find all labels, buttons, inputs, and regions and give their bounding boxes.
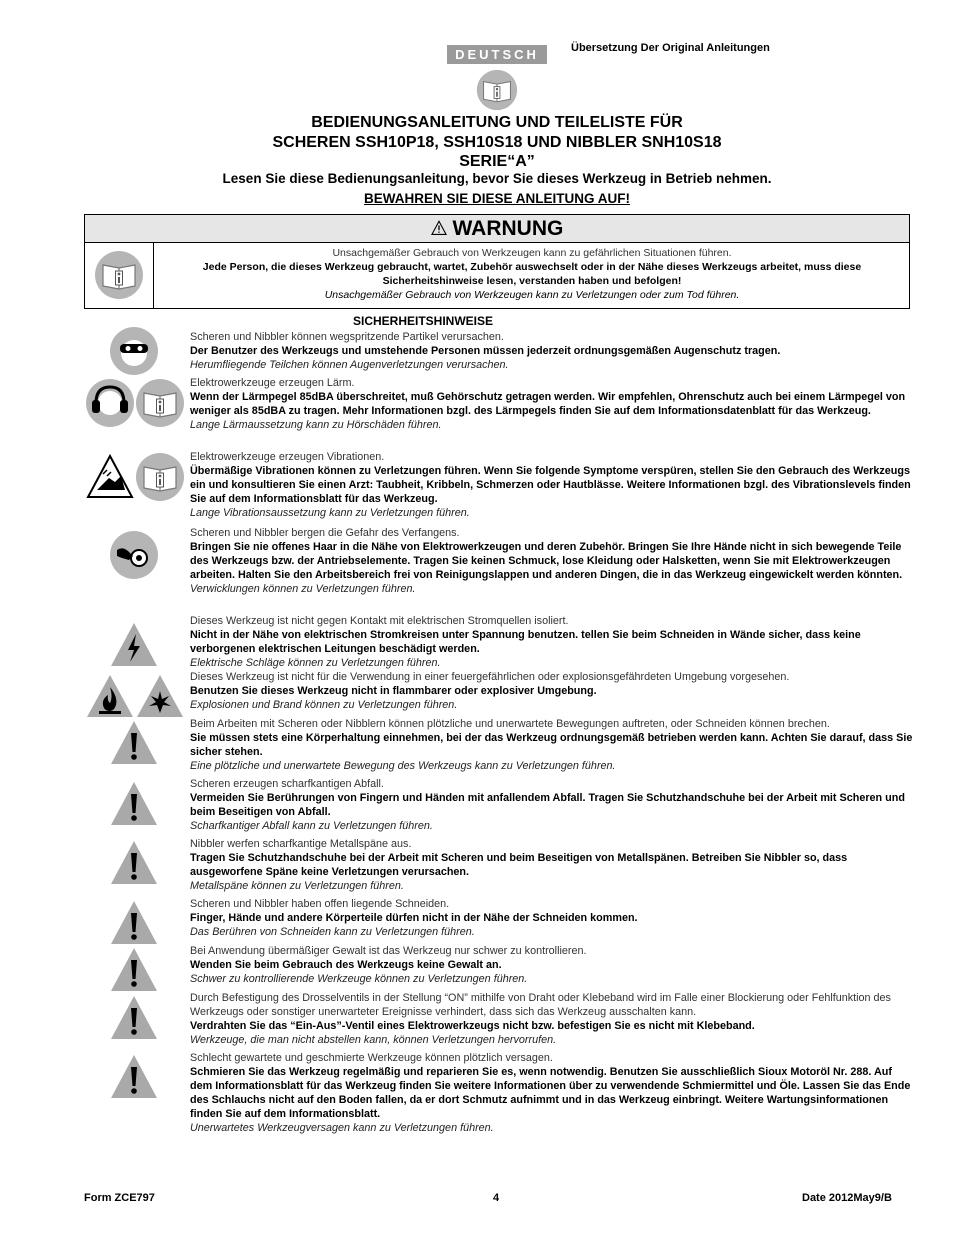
hazard-lead: Durch Befestigung des Drosselventils in der Stellung “ON” mithilfe von Draht oder Klebeband wird im Falle einer Blockierung oder Fehlfunktion des Werkzeugs oder sonstiger unerwarteter Ereignisse verhindert, dass sich das Werkzeug ausschalten kann. (190, 992, 891, 1018)
general-warning-icon (109, 838, 159, 888)
warning-icon-cell (85, 242, 154, 308)
hazard-lead: Dieses Werkzeug ist nicht gegen Kontakt mit elektrischen Stromquellen isoliert. (190, 615, 569, 627)
hazard-lead: Beim Arbeiten mit Scheren oder Nibblern können plötzliche und unerwartete Bewegungen auftreten, oder Schneiden können brechen. (190, 718, 830, 730)
general-warning-icon (109, 1052, 159, 1102)
hazard-lead: Scheren erzeugen scharfkantigen Abfall. (190, 778, 384, 790)
hazard-electric-shock (190, 614, 915, 670)
hazard-result: Lange Vibrationsaussetzung kann zu Verletzungen führen. (190, 507, 470, 519)
hazard-sudden-movement (190, 717, 915, 773)
hazard-action: Wenden Sie beim Gebrauch des Werkzeugs keine Gewalt an. (190, 959, 502, 971)
explosion-hazard-icon (135, 673, 185, 719)
hazard-action: Tragen Sie Schutzhandschuhe bei der Arbeit mit Scheren und beim Beseitigen von Metallspänen. Betreiben Sie Nibbler so, dass ausgeworfene Späne keine Verletzungen verursachen. (190, 852, 848, 878)
hazard-maintenance (190, 1051, 915, 1135)
hazard-lead: Bei Anwendung übermäßiger Gewalt ist das Werkzeug nur schwer zu kontrollieren. (190, 945, 587, 957)
hazard-exposed-blades (190, 897, 915, 939)
hazard-result: Verwicklungen können zu Verletzungen führen. (190, 583, 416, 595)
footer-date: Date 2012May9/B (802, 1192, 892, 1204)
hazard-lead: Elektrowerkzeuge erzeugen Vibrationen. (190, 451, 385, 463)
fire-hazard-icon (85, 673, 135, 719)
hazard-result: Herumfliegende Teilchen können Augenverletzungen verursachen. (190, 359, 509, 371)
hazard-sharp-waste (190, 777, 915, 833)
hazard-action: Sie müssen stets eine Körperhaltung einnehmen, bei der das Werkzeug ordnungsgemäß betrieben werden kann. Achten Sie darauf, dass Sie sicher stehen. (190, 732, 913, 758)
hazard-lead: Scheren und Nibbler können wegspritzende Partikel verursachen. (190, 331, 504, 343)
hazard-entanglement (190, 526, 915, 596)
hazard-lead: Dieses Werkzeug ist nicht für die Verwendung in einer feuergefährlichen oder explosionsgefährdeten Umgebung vorgesehen. (190, 671, 790, 683)
vibration-icon (85, 452, 135, 502)
read-manual-icon (135, 452, 185, 502)
language-badge: DEUTSCH (447, 45, 547, 64)
hazard-action: Nicht in der Nähe von elektrischen Stromkreisen unter Spannung benutzen. tellen Sie beim Schneiden in Wände sicher, dass keine verborgenen elektrischen Leitungen beschädigt werden. (190, 629, 861, 655)
hazard-action: Vermeiden Sie Berührungen von Fingern und Händen mit anfallendem Abfall. Tragen Sie Schutzhandschuhe bei der Arbeit mit Scheren und beim Beseitigen von Abfall. (190, 792, 905, 818)
hazard-metal-chips (190, 837, 915, 893)
hazard-lead: Schlecht gewartete und geschmierte Werkzeuge können plötzlich versagen. (190, 1052, 553, 1064)
hazard-excessive-force (190, 944, 915, 986)
read-manual-icon (135, 378, 185, 428)
hazard-action: Schmieren Sie das Werkzeug regelmäßig und reparieren Sie es, wenn notwendig. Benutzen Sie ausschließlich Sioux Motoröl Nr. 288. Auf dem Informationsblatt für das Werkzeug finden Sie weitere Informationen über zu verwendende Schmiermittel und Öle. Lassen Sie das Ende des Schlauchs nicht auf den Boden fallen, da er dort Schmutz aufnimmt und in das Werkzeug einbringt. Weitere Wartungsinformationen finden Sie auf dem Informationsblatt. (190, 1066, 911, 1120)
hazard-result: Elektrische Schläge können zu Verletzungen führen. (190, 657, 441, 669)
hazard-action: Übermäßige Vibrationen können zu Verletzungen führen. Wenn Sie folgende Symptome verspüren, stellen Sie den Gebrauch des Werkzeugs ein und konsultieren Sie einen Arzt: Taubheit, Kribbeln, Schmerzen oder Hautblässe. Weitere Informationen bzgl. des Vibrationslevels finden Sie auf dem Informationsblatt für das Werkzeug. (190, 465, 911, 505)
warning-line-3: Unsachgemäßer Gebrauch von Werkzeugen kann zu Verletzungen oder zum Tod führen. (324, 289, 740, 301)
hazard-result: Metallspäne können zu Verletzungen führen. (190, 880, 404, 892)
title-line-3: SERIE“A” (459, 153, 535, 170)
hazard-lead: Scheren und Nibbler bergen die Gefahr des Verfangens. (190, 527, 460, 539)
general-warning-icon (109, 993, 159, 1043)
hazard-result: Eine plötzliche und unerwartete Bewegung des Werkzeugs kann zu Verletzungen führen. (190, 760, 616, 772)
hazard-result: Lange Lärmaussetzung kann zu Hörschäden führen. (190, 419, 442, 431)
hazard-action: Verdrahten Sie das “Ein-Aus”-Ventil eines Elektrowerkzeugs nicht bzw. befestigen Sie es nicht mit Klebeband. (190, 1020, 755, 1032)
read-manual-icon (94, 250, 144, 300)
general-warning-icon (109, 945, 159, 995)
warning-line-1: Unsachgemäßer Gebrauch von Werkzeugen kann zu gefährlichen Situationen führen. (332, 247, 732, 259)
ear-protection-icon (85, 378, 135, 428)
electric-shock-icon (109, 620, 159, 670)
hazard-result: Das Berühren von Schneiden kann zu Verletzungen führen. (190, 926, 475, 938)
title-line-1: BEDIENUNGSANLEITUNG UND TEILELISTE FÜR (311, 114, 683, 131)
warning-heading: WARNUNG (452, 217, 564, 240)
warning-box (84, 214, 910, 309)
hazard-vibration (190, 450, 915, 520)
hazard-lead: Nibbler werfen scharfkantige Metallspäne aus. (190, 838, 412, 850)
footer-form-number: Form ZCE797 (84, 1192, 155, 1204)
safety-heading: SICHERHEITSHINWEISE (352, 314, 493, 328)
keep-instructions-note: BEWAHREN SIE DIESE ANLEITUNG AUF! (363, 191, 630, 206)
hazard-fire-explosion (190, 670, 915, 712)
warning-line-2: Jede Person, die dieses Werkzeug gebraucht, wartet, Zubehör auswechselt oder in der Nähe dieses Werkzeugs arbeitet, muss diese Sicherheitshinweise lesen, verstanden haben und befolgen! (202, 261, 862, 287)
hazard-result: Unerwartetes Werkzeugversagen kann zu Verletzungen führen. (190, 1122, 494, 1134)
hazard-noise (190, 376, 915, 432)
hazard-throttle-lock (190, 991, 915, 1047)
translation-subtitle: Übersetzung Der Original Anleitungen (571, 42, 770, 54)
entanglement-icon (109, 530, 159, 580)
read-instructions-note: Lesen Sie diese Bedienungsanleitung, bevor Sie dieses Werkzeug in Betrieb nehmen. (222, 171, 772, 186)
hazard-eye-protection (190, 330, 915, 372)
warning-header (85, 215, 909, 243)
warning-text (155, 246, 909, 302)
footer-page-number: 4 (493, 1192, 500, 1204)
hazard-action: Benutzen Sie dieses Werkzeug nicht in flammbarer oder explosiver Umgebung. (190, 685, 597, 697)
hazard-result: Explosionen und Brand können zu Verletzungen führen. (190, 699, 458, 711)
hazard-lead: Scheren und Nibbler haben offen liegende Schneiden. (190, 898, 450, 910)
general-warning-icon (109, 898, 159, 948)
hazard-action: Bringen Sie nie offenes Haar in die Nähe von Elektrowerkzeugen und deren Zubehör. Bringen Sie Ihre Hände nicht in sich bewegende Teile des Werkzeugs bzw. der Antriebselemente. Tragen Sie keinen Schmuck, lose Kleidung oder Halsketten, wenn Sie mit Elektrowerkzeugen arbeiten. Halten Sie den Arbeitsbereich frei von Reinigungslappen und anderen Dingen, die in das Werkzeug eingewickelt werden könnten. (190, 541, 903, 581)
general-warning-icon (109, 718, 159, 768)
read-manual-icon (476, 69, 518, 111)
eye-protection-icon (109, 326, 159, 376)
hazard-action: Finger, Hände und andere Körperteile dürfen nicht in der Nähe der Schneiden kommen. (190, 912, 638, 924)
general-warning-icon (109, 779, 159, 829)
title-line-2: SCHEREN SSH10P18, SSH10S18 UND NIBBLER SNH10S18 (272, 134, 722, 151)
warning-triangle-icon (431, 220, 447, 236)
hazard-result: Werkzeuge, die man nicht abstellen kann, können Verletzungen hervorrufen. (190, 1034, 557, 1046)
hazard-action: Der Benutzer des Werkzeugs und umstehende Personen müssen jederzeit ordnungsgemäßen Augenschutz tragen. (190, 345, 781, 357)
hazard-result: Scharfkantiger Abfall kann zu Verletzungen führen. (190, 820, 433, 832)
hazard-lead: Elektrowerkzeuge erzeugen Lärm. (190, 377, 355, 389)
hazard-action: Wenn der Lärmpegel 85dBA überschreitet, muß Gehörschutz getragen werden. Wir empfehlen, Ohrenschutz auch bei einem Lärmpegel von weniger als 85dBA zu tragen. Mehr Informationen bzgl. des Lärmpegels finden Sie auf dem Informationsdatenblatt für das Werkzeug. (190, 391, 906, 417)
hazard-result: Schwer zu kontrollierende Werkzeuge können zu Verletzungen führen. (190, 973, 528, 985)
